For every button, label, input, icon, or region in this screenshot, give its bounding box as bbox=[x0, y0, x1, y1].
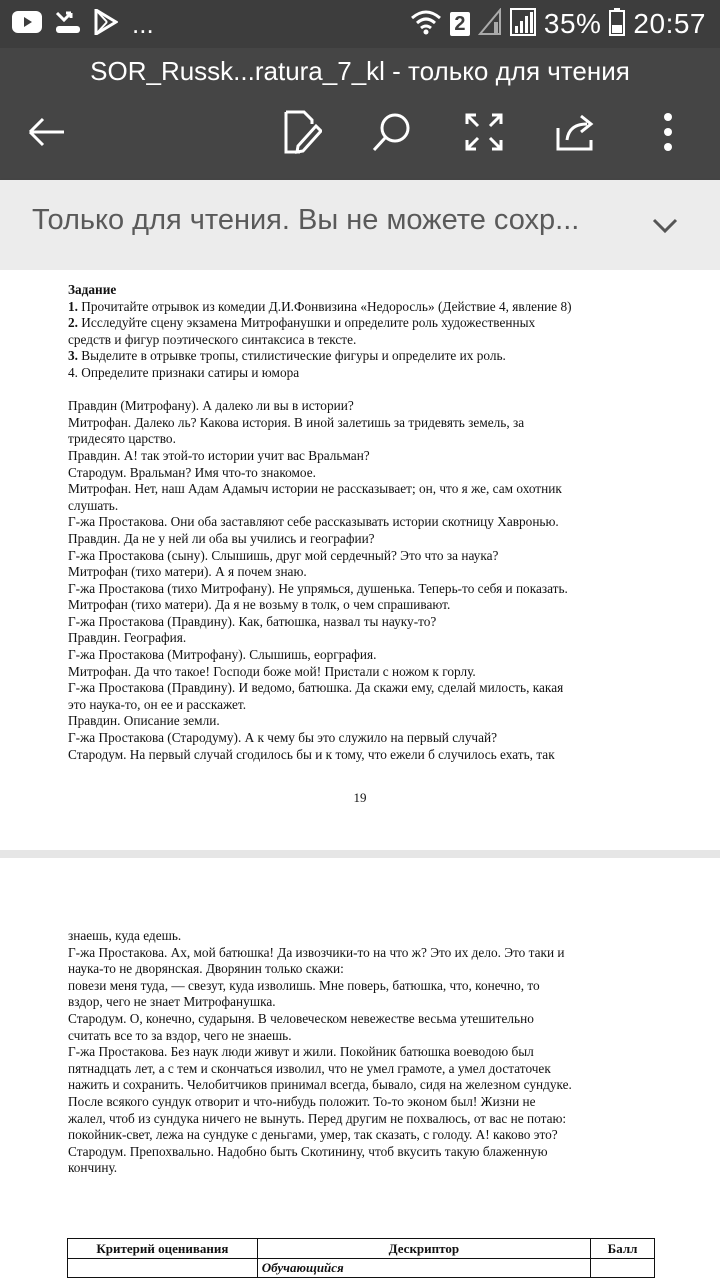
text-line: наука-то не дворянская. Дворянин только скажи: bbox=[68, 961, 344, 977]
clock: 20:57 bbox=[633, 8, 706, 39]
task-item: 3. Выделите в отрывке тропы, стилистические фигуры и определите их роль. bbox=[68, 348, 506, 364]
share-button[interactable] bbox=[552, 108, 600, 156]
document-page-1 bbox=[0, 270, 720, 850]
search-button[interactable] bbox=[368, 108, 416, 156]
text-line: Правдин. Да не у ней ли оба вы учились и географии? bbox=[68, 530, 375, 546]
table-cell: Обучающийся bbox=[257, 1259, 590, 1278]
share-icon bbox=[555, 112, 597, 152]
text-line: Стародум. Препохвально. Надобно быть Скотинину, чтоб вкусить такую блаженную bbox=[68, 1143, 548, 1159]
fullscreen-icon bbox=[464, 112, 504, 152]
back-arrow-icon bbox=[26, 116, 66, 148]
page1-content bbox=[68, 282, 648, 763]
text-line: Г-жа Простакова (тихо Митрофану). Не упрямься, душенька. Теперь-то себя и показать. bbox=[68, 580, 568, 596]
text-line: Митрофан. Нет, наш Адам Адамыч истории не рассказывает; он, что я же, сам охотник bbox=[68, 481, 562, 497]
text-line: Г-жа Простакова (сыну). Слышишь, друг мой сердечный? Это что за наука? bbox=[68, 547, 499, 563]
task-item: 1. Прочитайте отрывок из комедии Д.И.Фонвизина «Недоросль» (Действие 4, явление 8) bbox=[68, 298, 572, 314]
text-line: Г-жа Простакова (Правдину). Как, батюшка, назвал ты науку-то? bbox=[68, 613, 437, 629]
table-header: Дескриптор bbox=[257, 1239, 590, 1259]
text-line: Г-жа Простакова (Правдину). И ведомо, батюшка. Да скажи ему, сделай милость, какая bbox=[68, 680, 564, 696]
text-line: Правдин (Митрофану). А далеко ли вы в истории? bbox=[68, 398, 354, 414]
text-line: Правдин. География. bbox=[68, 630, 187, 646]
system-status bbox=[410, 6, 706, 42]
text-line: слушать. bbox=[68, 497, 119, 513]
missed-call-icon bbox=[54, 9, 82, 39]
table-header: Критерий оценивания bbox=[68, 1239, 258, 1259]
app-bar bbox=[0, 48, 720, 180]
page2-content bbox=[68, 928, 648, 1177]
document-page-2 bbox=[0, 858, 720, 1280]
signal-icon-2 bbox=[510, 8, 536, 40]
text-line: жалел, чтоб из сундука ничего не вынуть. Перед другим не похвалюсь, от вас не потаю: bbox=[68, 1110, 567, 1126]
text-line: кончину. bbox=[68, 1160, 118, 1176]
sim-badge: 2 bbox=[450, 12, 470, 36]
text-line: Митрофан. Да что такое! Господи боже мой! Пристали с ножом к горлу. bbox=[68, 663, 476, 679]
text-line: Г-жа Простакова. Ах, мой батюшка! Да извозчики-то на что ж? Это их дело. Это таки и bbox=[68, 944, 565, 960]
text-line: Г-жа Простакова. Без наук люди живут и жили. Покойник батюшка воеводою был bbox=[68, 1044, 534, 1060]
table-cell bbox=[591, 1259, 655, 1278]
text-line: покойник-свет, лежа на сундуке с деньгами, умер, так сказать, с голоду. А! каково это? bbox=[68, 1127, 558, 1143]
text-line: нажить и сохранить. Челобитчиков принимал всегда, бывало, сидя на железном сундуке. bbox=[68, 1077, 572, 1093]
chevron-down-icon[interactable] bbox=[650, 210, 680, 240]
wifi-icon bbox=[410, 9, 442, 39]
task-item: 4. Определите признаки сатиры и юмора bbox=[68, 364, 300, 380]
text-line: Стародум. Вральман? Имя что-то знакомое. bbox=[68, 464, 316, 480]
text-line: Митрофан (тихо матери). А я почем знаю. bbox=[68, 564, 307, 580]
text-line: пятнадцать лет, а с тем и скончаться изволил, что не умел грамоте, а умел достаточек bbox=[68, 1060, 551, 1076]
text-line: Стародум. На первый случай сгодилось бы и к тому, что ежели б случилось ехать, так bbox=[68, 746, 555, 762]
text-line: вздор, чего не знает Митрофанушка. bbox=[68, 994, 276, 1010]
text-line: тридесято царство. bbox=[68, 431, 176, 447]
text-line: Г-жа Простакова (Митрофану). Слышишь, еорграфия. bbox=[68, 647, 377, 663]
text-line: После всякого сундук отворит и что-нибудь положит. То-то эконом был! Жизни не bbox=[68, 1093, 536, 1109]
back-button[interactable] bbox=[22, 108, 70, 156]
table-header: Балл bbox=[591, 1239, 655, 1259]
banner-text: Только для чтения. Вы не можете сохр... bbox=[32, 204, 580, 236]
text-line: повези меня туда, — свезут, куда изволишь. Мне поверь, батюшка, что, конечно, то bbox=[68, 977, 540, 993]
battery-percent: 35% bbox=[543, 8, 602, 39]
text-line: это наука-то, он ее и расскажет. bbox=[68, 696, 247, 712]
more-options-button[interactable] bbox=[644, 108, 692, 156]
task-item: средств и фигур поэтического синтаксиса в тексте. bbox=[68, 331, 357, 347]
document-title: SOR_Russk...ratura_7_kl - только для чтения bbox=[90, 56, 630, 86]
notification-icons bbox=[12, 8, 154, 40]
text-line: знаешь, куда едешь. bbox=[68, 928, 182, 943]
edit-icon bbox=[282, 110, 322, 154]
text-line: Митрофан. Далеко ль? Какова история. В иной залетишь за тридевять земель, за bbox=[68, 414, 525, 430]
text-line: считать все то за вздор, чего не знаешь. bbox=[68, 1027, 292, 1043]
text-line: Правдин. А! так этой-то истории учит вас Вральман? bbox=[68, 447, 370, 463]
text-line: Митрофан (тихо матери). Да я не возьму в толк, о чем спрашивают. bbox=[68, 597, 451, 613]
read-only-banner[interactable] bbox=[0, 180, 720, 270]
play-store-icon bbox=[94, 9, 118, 39]
text-line: Г-жа Простакова. Они оба заставляют себе рассказывать истории скотницу Хавронью. bbox=[68, 514, 559, 530]
text-line: Правдин. Описание земли. bbox=[68, 713, 220, 729]
text-line: Г-жа Простакова (Стародуму). А к чему бы это служило на первый случай? bbox=[68, 730, 497, 746]
page-number: 19 bbox=[353, 790, 367, 805]
text-line: Стародум. О, конечно, сударыня. В человеческом невежестве весьма утешительно bbox=[68, 1010, 534, 1026]
youtube-icon bbox=[12, 11, 42, 37]
signal-icon-1 bbox=[478, 8, 502, 40]
task-heading: Задание bbox=[68, 282, 117, 297]
more-icon bbox=[662, 112, 674, 152]
table-cell bbox=[68, 1259, 258, 1278]
criteria-table bbox=[67, 1238, 655, 1278]
fullscreen-button[interactable] bbox=[460, 108, 508, 156]
status-bar bbox=[0, 0, 720, 48]
battery-icon bbox=[609, 8, 625, 40]
task-item: 2. Исследуйте сцену экзамена Митрофанушки и определите роль художественных bbox=[68, 315, 536, 331]
edit-button[interactable] bbox=[278, 108, 326, 156]
more-notifications: ... bbox=[132, 8, 154, 39]
search-icon bbox=[371, 111, 413, 153]
